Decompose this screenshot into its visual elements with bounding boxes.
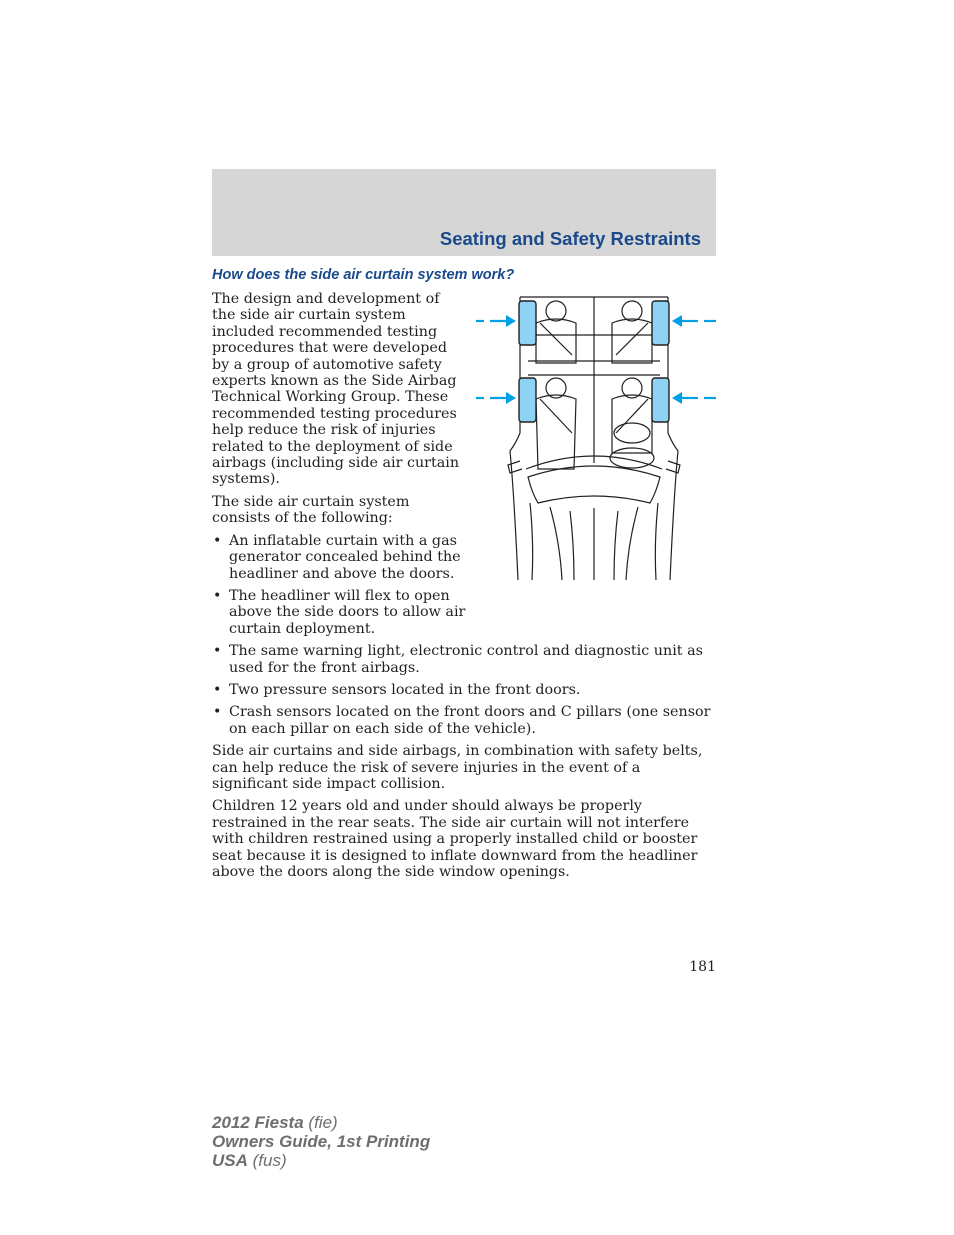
consists-intro: The side air curtain system consists of the following: [212,493,410,527]
footer-line-3 [212,1151,430,1170]
body-text [212,291,717,886]
list-item: • The headliner will flex to open above the side doors to allow air curtain deployment. [212,588,479,637]
list-item: • The same warning light, electronic control and diagnostic unit as used for the front airbags. [212,643,717,676]
footer-market-code: (fus) [247,1151,287,1170]
list-item: • Two pressure sensors located in the front doors. [212,682,717,698]
components-list-narrow [212,533,717,637]
header-band [212,169,716,256]
children-paragraph: Children 12 years old and under should always be properly restrained in the rear seats. The side air curtain will not interfere with children restrained using a properly installed child or booster seat because it is designed to inflate downward from the headliner above the doors along the side window openings. [212,798,698,880]
footer-model: 2012 Fiesta [212,1113,304,1132]
list-item: • An inflatable curtain with a gas generator concealed behind the headliner and above the doors. [212,533,479,582]
components-list-wide [212,643,717,737]
footer [212,1113,430,1170]
subheading: How does the side air curtain system work? [212,267,515,283]
list-item: • Crash sensors located on the front doors and C pillars (one sensor on each pillar on each side of the vehicle). [212,704,717,737]
footer-line-2: Owners Guide, 1st Printing [212,1132,431,1151]
reduce-risk-paragraph: Side air curtains and side airbags, in combination with safety belts, can help reduce the risk of severe injuries in the event of a significant side impact collision. [212,743,703,792]
section-title: Seating and Safety Restraints [439,228,701,249]
footer-line-1 [212,1113,430,1132]
footer-model-code: (fie) [303,1113,338,1132]
page-number: 181 [689,959,716,975]
footer-market: USA [212,1151,248,1170]
intro-paragraph: The design and development of the side air curtain system included recommended testing procedures that were developed by a group of automotive safety experts known as the Side Airbag Technical Working Group. These recommended testing procedures help reduce the risk of injuries related to the deployment of side airbags (including side air curtain systems). [212,291,460,488]
